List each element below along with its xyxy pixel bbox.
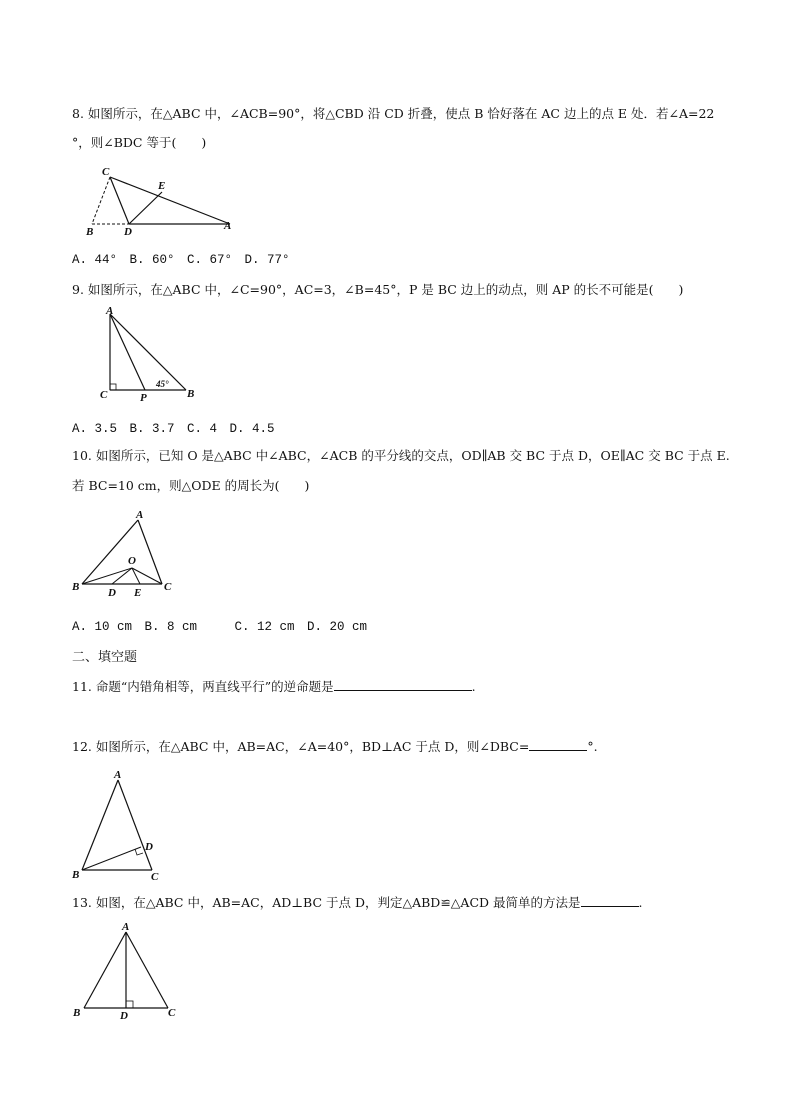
q9-label-B: B [187,388,195,400]
q10-label-E: E [134,587,142,599]
q9-label-P: P [140,392,147,404]
q10-text-line1: 10. 如图所示，已知 O 是△ABC 中∠ABC，∠ACB 的平分线的交点，OD∥AB 交 BC 于点 D，OE∥AC 交 BC 于点 E. [72,448,730,463]
q12-text [72,738,598,755]
q11-answer-blank[interactable] [334,678,472,691]
q13-text-after: . [638,895,643,910]
q12-answer-blank[interactable] [529,738,587,751]
q10-text-line2: 若 BC=10 cm，则△ODE 的周长为( ) [72,478,310,493]
q9-label-C: C [100,389,108,401]
q9-label-A: A [106,305,114,317]
q12-label-B: B [72,869,80,881]
q11-text-before: 11. 命题“内错角相等，两直线平行”的逆命题是 [72,679,334,694]
q12-label-D: D [145,841,153,853]
q8-figure [80,162,240,238]
q8-label-C: C [102,166,110,178]
q8-text-line1: 8. 如图所示，在△ABC 中，∠ACB=90°，将△CBD 沿 CD 折叠，使点 B 恰好落在 AC 边上的点 E 处．若∠A=22 [72,106,715,121]
q9-figure [98,306,208,402]
q13-figure [70,918,185,1024]
q10-label-A: A [136,509,144,521]
q8-text-line2: °，则∠BDC 等于( ) [72,135,207,150]
q13-label-A: A [122,921,130,933]
q10-figure [70,508,185,600]
q10-options: A. 10 cm B. 8 cm C. 12 cm D. 20 cm [72,620,368,634]
q12-label-A: A [114,769,122,781]
q13-text [72,894,643,911]
q8-label-D: D [124,226,132,238]
q8-label-A: A [224,220,232,232]
q13-label-D: D [120,1010,128,1022]
q11-text [72,678,476,695]
q10-label-B: B [72,581,80,593]
section-heading-fill-in: 二、填空题 [72,650,138,665]
q12-figure [70,768,170,883]
q13-label-B: B [73,1007,81,1019]
q8-label-E: E [158,180,166,192]
q13-answer-blank[interactable] [581,894,639,907]
q13-text-before: 13. 如图，在△ABC 中，AB=AC，AD⊥BC 于点 D，判定△ABD≌△ACD 最简单的方法是 [72,895,581,910]
q9-options: A. 3.5 B. 3.7 C. 4 D. 4.5 [72,422,275,436]
q9-text-line1: 9. 如图所示，在△ABC 中，∠C=90°，AC=3，∠B=45°，P 是 BC 边上的动点，则 AP 的长不可能是( ) [72,282,684,297]
q10-label-C: C [164,581,172,593]
q11-text-after: . [471,679,476,694]
q13-label-C: C [168,1007,176,1019]
q12-text-before: 12. 如图所示，在△ABC 中，AB=AC，∠A=40°，BD⊥AC 于点 D，则∠DBC= [72,739,530,754]
q12-label-C: C [151,871,159,883]
q12-text-after: °. [587,739,598,754]
q10-label-O: O [128,555,136,567]
q8-options: A. 44° B. 60° C. 67° D. 77° [72,253,290,267]
q10-label-D: D [108,587,116,599]
q9-angle-label: 45° [156,379,169,389]
q8-label-B: B [86,226,94,238]
